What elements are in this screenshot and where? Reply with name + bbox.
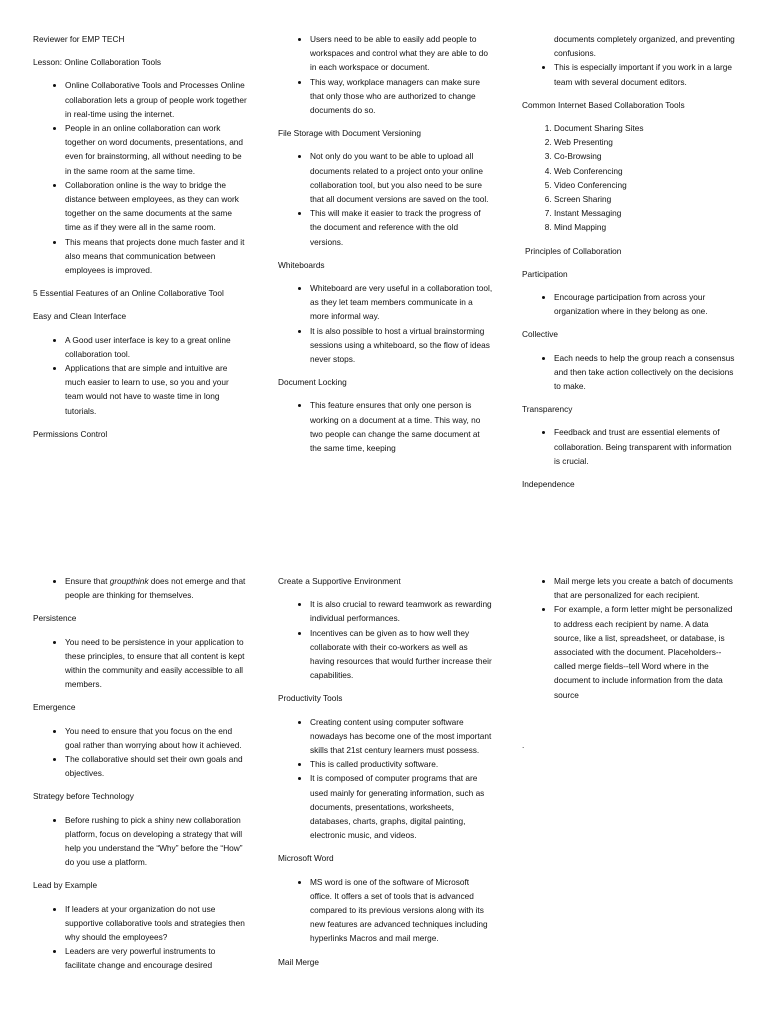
collective-list bbox=[522, 351, 737, 394]
list-item: • Online Collaborative Tools and Processes Online collaboration lets a group of people work together in real-time using the internet. bbox=[65, 78, 248, 121]
list-item: • Creating content using computer software nowadays has become one of the most important skills that 21st century learners must possess. bbox=[310, 715, 493, 758]
storage-list bbox=[278, 149, 493, 248]
list-item: • Each needs to help the group reach a consensus and then take action collectively on the decisions to make. bbox=[554, 351, 737, 394]
section-heading: Participation bbox=[522, 268, 568, 279]
list-item: • It is composed of computer programs that are used mainly for generating information, such as documents, presentations, worksheets, databases, charts, graphs, digital painting, electronic music, and videos. bbox=[310, 771, 493, 842]
section-heading: Productivity Tools bbox=[278, 693, 343, 704]
section-heading: Permissions Control bbox=[33, 428, 108, 439]
bottom-column-3 bbox=[522, 574, 737, 711]
bottom-column-1 bbox=[33, 574, 248, 982]
section-heading: File Storage with Document Versioning bbox=[278, 128, 421, 139]
common-tools-list bbox=[522, 121, 737, 235]
list-item: • For example, a form letter might be personalized to address each recipient by name. A data source, like a list, spreadsheet, or database, is associated with the document. Placeholders--called merge fields--tell Word where in the document to include information from the data source bbox=[554, 602, 737, 701]
list-item: • It is also crucial to reward teamwork as rewarding individual performances. bbox=[310, 597, 493, 625]
list-item bbox=[65, 574, 248, 602]
persistence-list bbox=[33, 635, 248, 692]
trailing-period: . bbox=[522, 740, 525, 750]
top-column-1 bbox=[33, 32, 248, 450]
list-item: • Mail merge lets you create a batch of documents that are personalized for each recipient. bbox=[554, 574, 737, 602]
section-heading: Mail Merge bbox=[278, 956, 320, 967]
word-list bbox=[278, 875, 493, 946]
strategy-list bbox=[33, 813, 248, 870]
list-item: 5. Video Conferencing bbox=[554, 178, 737, 192]
easy-list bbox=[33, 333, 248, 418]
top-column-3 bbox=[522, 32, 737, 500]
transparency-list bbox=[522, 425, 737, 468]
list-item: • If leaders at your organization do not use supportive collaborative tools and strategies then why should the employees? bbox=[65, 902, 248, 945]
participation-list bbox=[522, 290, 737, 318]
section-heading: Create a Supportive Environment bbox=[278, 576, 401, 586]
list-item: 6. Screen Sharing bbox=[554, 192, 737, 206]
section-heading: Microsoft Word bbox=[278, 853, 334, 864]
list-item: • MS word is one of the software of Microsoft office. It offers a set of tools that is advanced compared to its previous versions along with its new features are advanced techniques including hyperlinks Macros and mail merge. bbox=[310, 875, 493, 946]
list-item: • Encourage participation from across your organization where in they belong as one. bbox=[554, 290, 737, 318]
list-item-continued: documents completely organized, and preventing confusions. bbox=[554, 34, 735, 59]
intro-list bbox=[33, 78, 248, 277]
list-item: • You need to ensure that you focus on the end goal rather than worrying about how it achieved. bbox=[65, 724, 248, 752]
list-item: 8. Mind Mapping bbox=[554, 220, 737, 234]
list-item: • Applications that are simple and intuitive are much easier to learn to use, so you and your team would not have to waste time in long tutorials. bbox=[65, 361, 248, 418]
list-item: • Whiteboard are very useful in a collaboration tool, as they let team members communicate in a more informal way. bbox=[310, 281, 493, 324]
mail-merge-list bbox=[522, 574, 737, 702]
section-heading: Independence bbox=[522, 479, 575, 490]
lesson-heading: Lesson: Online Collaboration Tools bbox=[33, 57, 162, 68]
list-item: • Feedback and trust are essential elements of collaboration. Being transparent with information is crucial. bbox=[554, 425, 737, 468]
section-heading: Transparency bbox=[522, 404, 573, 415]
list-item: • People in an online collaboration can work together on word documents, presentations, and even for brainstorming, all without needing to be in the same room at the same time. bbox=[65, 121, 248, 178]
section-heading: Common Internet Based Collaboration Tools bbox=[522, 99, 685, 110]
supportive-list bbox=[278, 597, 493, 682]
list-item: • A Good user interface is key to a great online collaboration tool. bbox=[65, 333, 248, 361]
list-item: • You need to be persistence in your application to these principles, to ensure that all content is kept within the community and easily accessible to all members. bbox=[65, 635, 248, 692]
list-item: • This is especially important if you work in a large team with several document editors. bbox=[554, 60, 737, 88]
section-heading: Persistence bbox=[33, 613, 77, 624]
list-item: 4. Web Conferencing bbox=[554, 164, 737, 178]
whiteboards-list bbox=[278, 281, 493, 366]
list-item: • Not only do you want to be able to upload all documents related to a project onto your online collaboration tool, but you also need to be sure that all document versions are saved on the tool. bbox=[310, 149, 493, 206]
list-item: • Leaders are very powerful instruments to facilitate change and encourage desired bbox=[65, 944, 248, 972]
list-item: • Incentives can be given as to how well they collaborate with their co-workers as well as having resources that would further increase their capabilities. bbox=[310, 626, 493, 683]
list-item: 2. Web Presenting bbox=[554, 135, 737, 149]
locking-list bbox=[278, 398, 493, 455]
list-item: • Before rushing to pick a shiny new collaboration platform, focus on developing a strategy that will help you understand the “Why” before the “How” do you use a platform. bbox=[65, 813, 248, 870]
locking-continued-list bbox=[522, 32, 737, 89]
section-heading: Lead by Example bbox=[33, 880, 98, 891]
emphasis-text: groupthink bbox=[109, 576, 149, 586]
section-heading: Whiteboards bbox=[278, 259, 325, 270]
list-item: • This will make it easier to track the progress of the document and reference with the old versions. bbox=[310, 206, 493, 249]
list-item: • Users need to be able to easily add people to workspaces and control what they are able to do in each workspace or document. bbox=[310, 32, 493, 75]
list-item: • It is also possible to host a virtual brainstorming sessions using a whiteboard, so the flow of ideas never stops. bbox=[310, 324, 493, 367]
section-heading: Principles of Collaboration bbox=[525, 245, 622, 256]
top-column-2 bbox=[278, 32, 493, 464]
section-heading: Collective bbox=[522, 329, 558, 340]
emergence-list bbox=[33, 724, 248, 781]
section-heading: Document Locking bbox=[278, 377, 347, 388]
section-heading: 5 Essential Features of an Online Collaborative Tool bbox=[33, 288, 224, 299]
list-item: 7. Instant Messaging bbox=[554, 206, 737, 220]
list-item: 3. Co-Browsing bbox=[554, 149, 737, 163]
independence-list bbox=[33, 574, 248, 602]
text-fragment: does not emerge and that people are thinking for themselves. bbox=[65, 576, 246, 601]
productivity-list bbox=[278, 715, 493, 843]
list-item: • Collaboration online is the way to bridge the distance between employees, as they can work together on the same documents at the same time as if they were all in the same room. bbox=[65, 178, 248, 235]
list-item: • The collaborative should set their own goals and objectives. bbox=[65, 752, 248, 780]
list-item: • This way, workplace managers can make sure that only those who are authorized to change documents do so. bbox=[310, 75, 493, 118]
list-item: • This means that projects done much faster and it also means that communication between employees is improved. bbox=[65, 235, 248, 278]
list-item: • This is called productivity software. bbox=[310, 757, 493, 771]
lead-list bbox=[33, 902, 248, 973]
document-title: Reviewer for EMP TECH bbox=[33, 34, 125, 44]
list-item: 1. Document Sharing Sites bbox=[554, 121, 737, 135]
section-heading: Easy and Clean Interface bbox=[33, 311, 127, 322]
text-fragment: Ensure that bbox=[65, 576, 110, 586]
bottom-column-2 bbox=[278, 574, 493, 978]
permissions-list bbox=[278, 32, 493, 117]
section-heading: Strategy before Technology bbox=[33, 791, 134, 802]
section-heading: Emergence bbox=[33, 702, 76, 713]
list-item: • This feature ensures that only one person is working on a document at a time. This way, no two people can change the same document at the same time, keeping bbox=[310, 398, 493, 455]
